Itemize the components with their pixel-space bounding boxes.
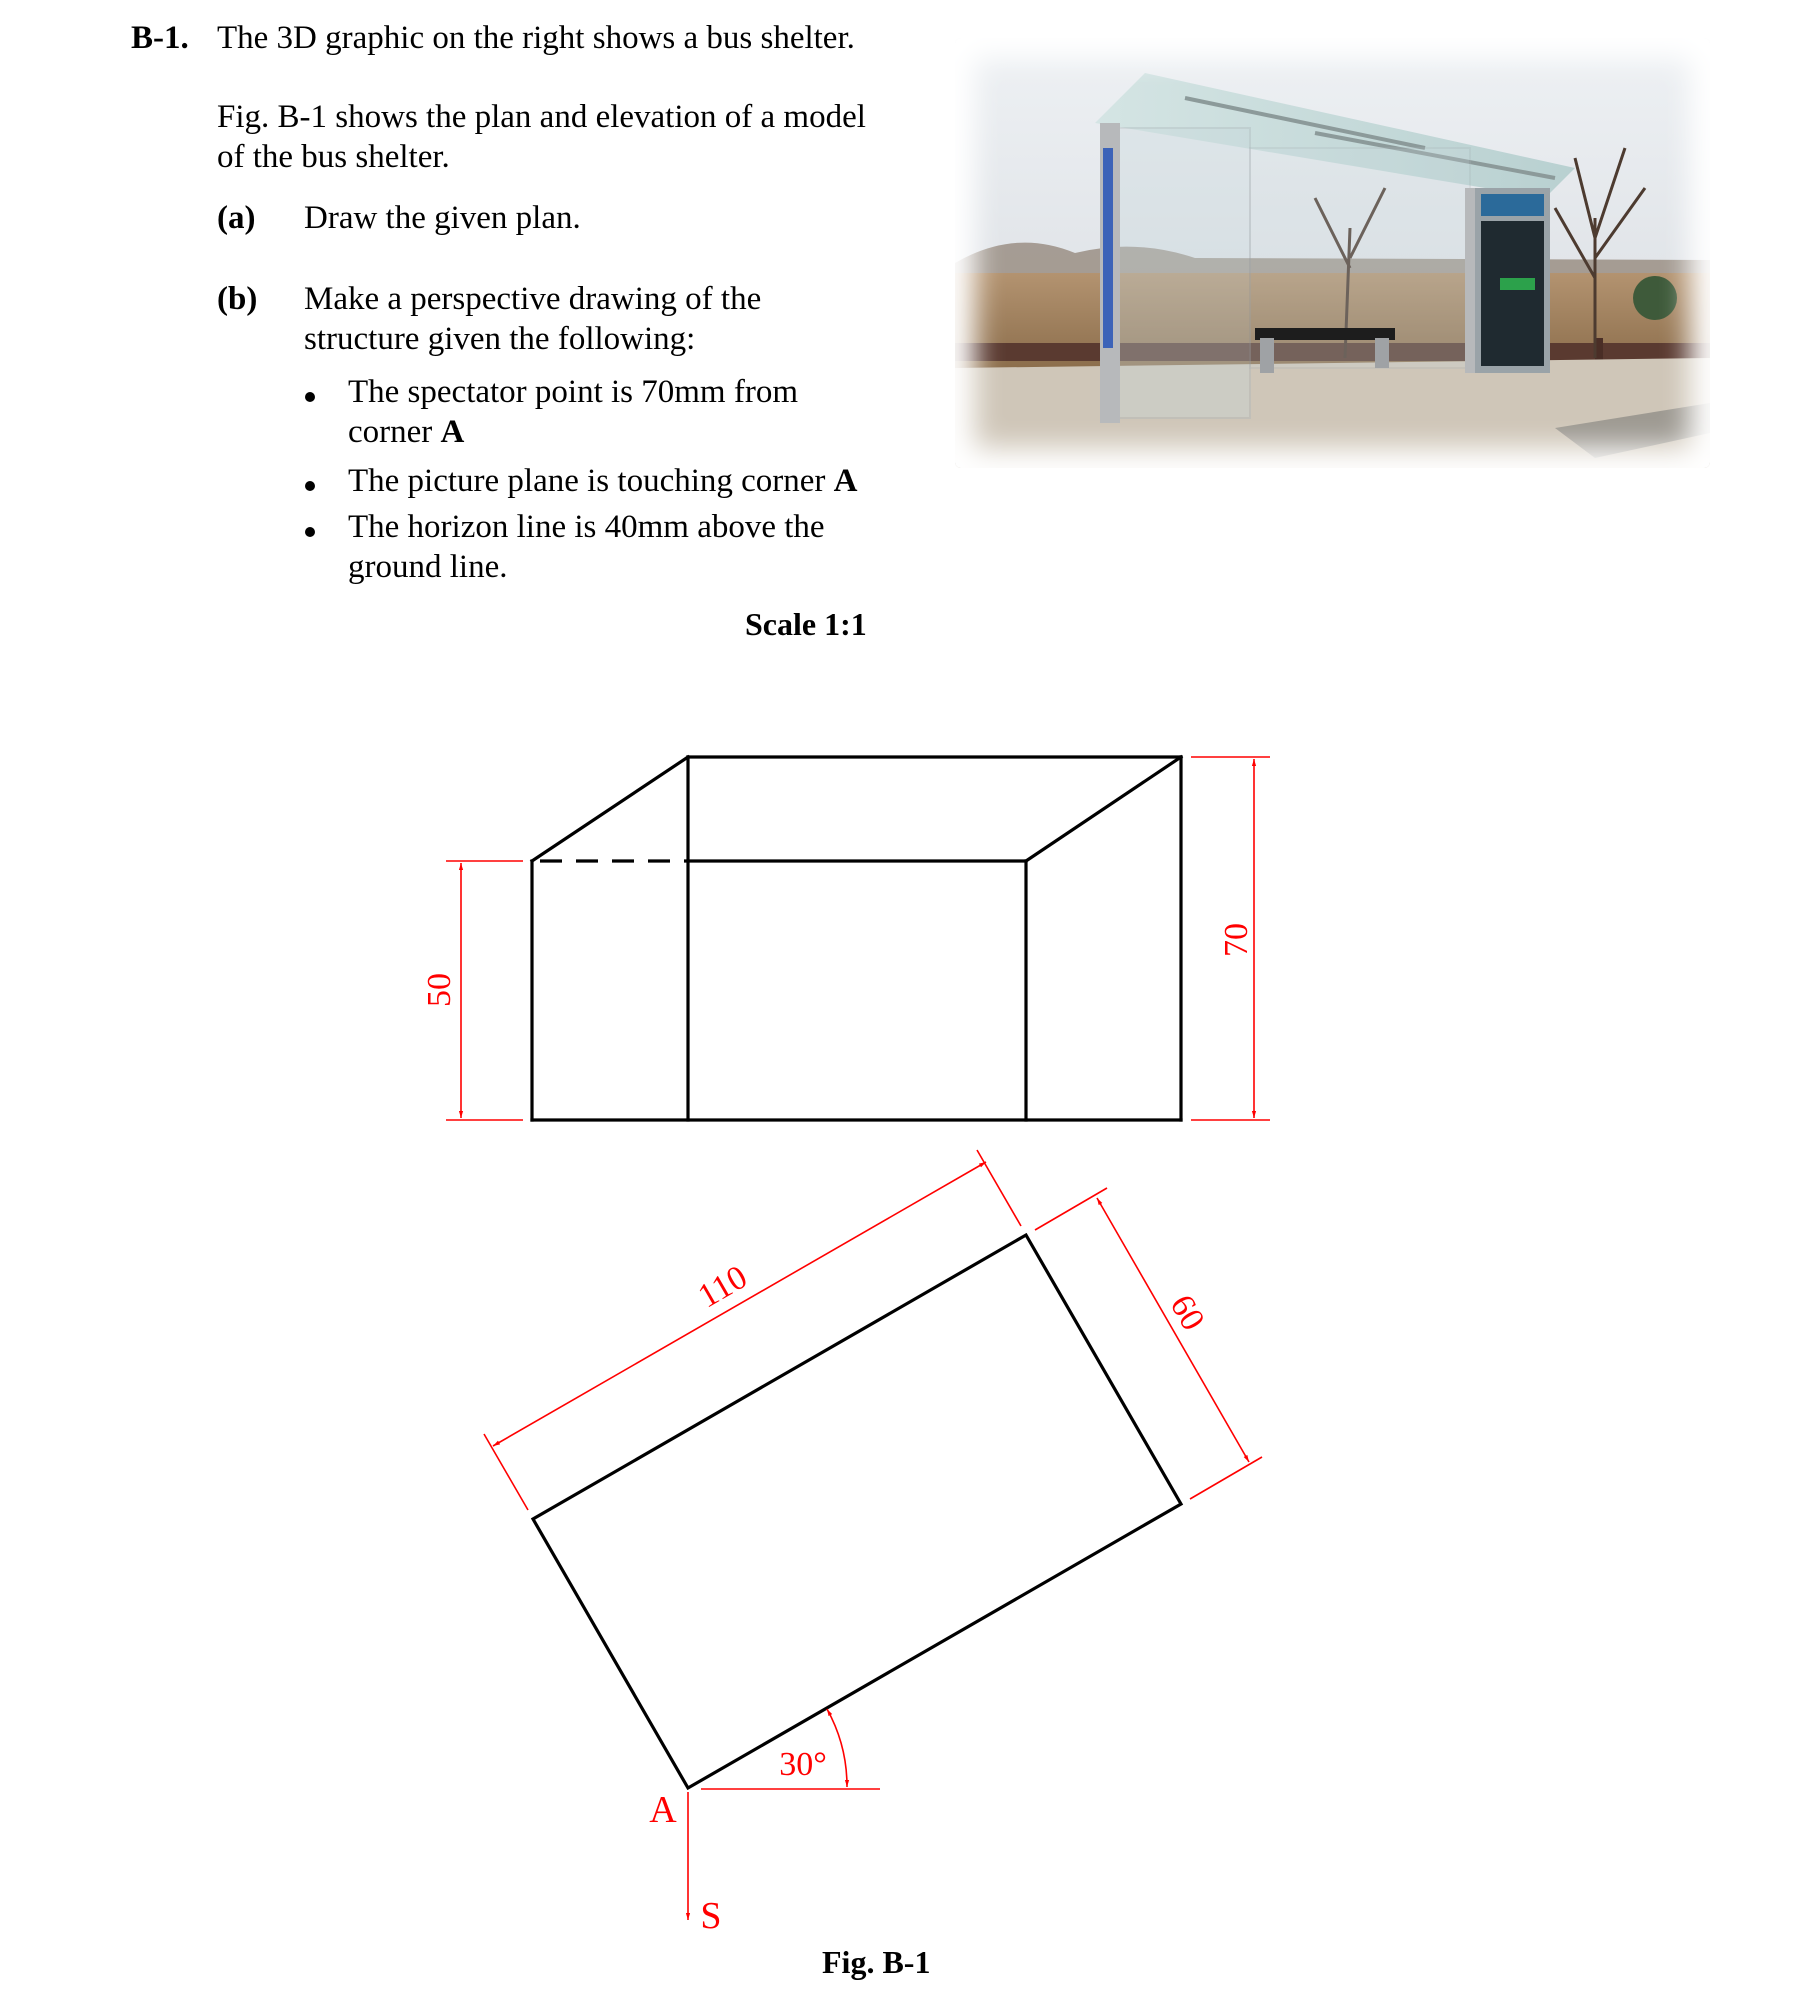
plan-dimensions [484, 1150, 1262, 1920]
part-a-label: (a) [217, 200, 256, 236]
dim-70-label: 70 [1218, 923, 1255, 957]
plan-view [533, 1235, 1181, 1788]
part-a-text: Draw the given plan. [304, 200, 581, 236]
bullet-3-line-2: ground line. [348, 549, 508, 585]
bullet-2-corner: A [833, 463, 858, 499]
part-b-text-line-1: Make a perspective drawing of the [304, 281, 762, 317]
spectator-s-label: S [700, 1895, 722, 1937]
dim-60-label: 60 [1162, 1288, 1212, 1337]
elevation-dimensions [446, 757, 1270, 1120]
question-intro: The 3D graphic on the right shows a bus shelter. [217, 20, 855, 56]
context-line-2: of the bus shelter. [217, 139, 450, 175]
bullet-1-corner: A [440, 414, 465, 450]
bullet-3-line-1: The horizon line is 40mm above the [348, 509, 825, 545]
corner-a-label: A [649, 1789, 677, 1831]
part-b-text-line-2: structure given the following: [304, 321, 696, 357]
dim-110-label: 110 [691, 1258, 754, 1316]
bullet-2-prefix: The picture plane is touching corner [348, 463, 834, 499]
question-number: B-1. [131, 20, 189, 56]
context-line-1: Fig. B-1 shows the plan and elevation of a model [217, 99, 866, 135]
bullet-1-prefix: corner [348, 414, 441, 450]
part-b-label: (b) [217, 281, 258, 317]
elevation-view [532, 757, 1181, 1120]
dim-50-label: 50 [421, 973, 458, 1007]
angle-30-label: 30° [779, 1746, 827, 1783]
figure-caption: Fig. B-1 [822, 1944, 931, 1980]
scale-label: Scale 1:1 [745, 606, 867, 642]
bullet-1-line-1: The spectator point is 70mm from [348, 374, 798, 410]
